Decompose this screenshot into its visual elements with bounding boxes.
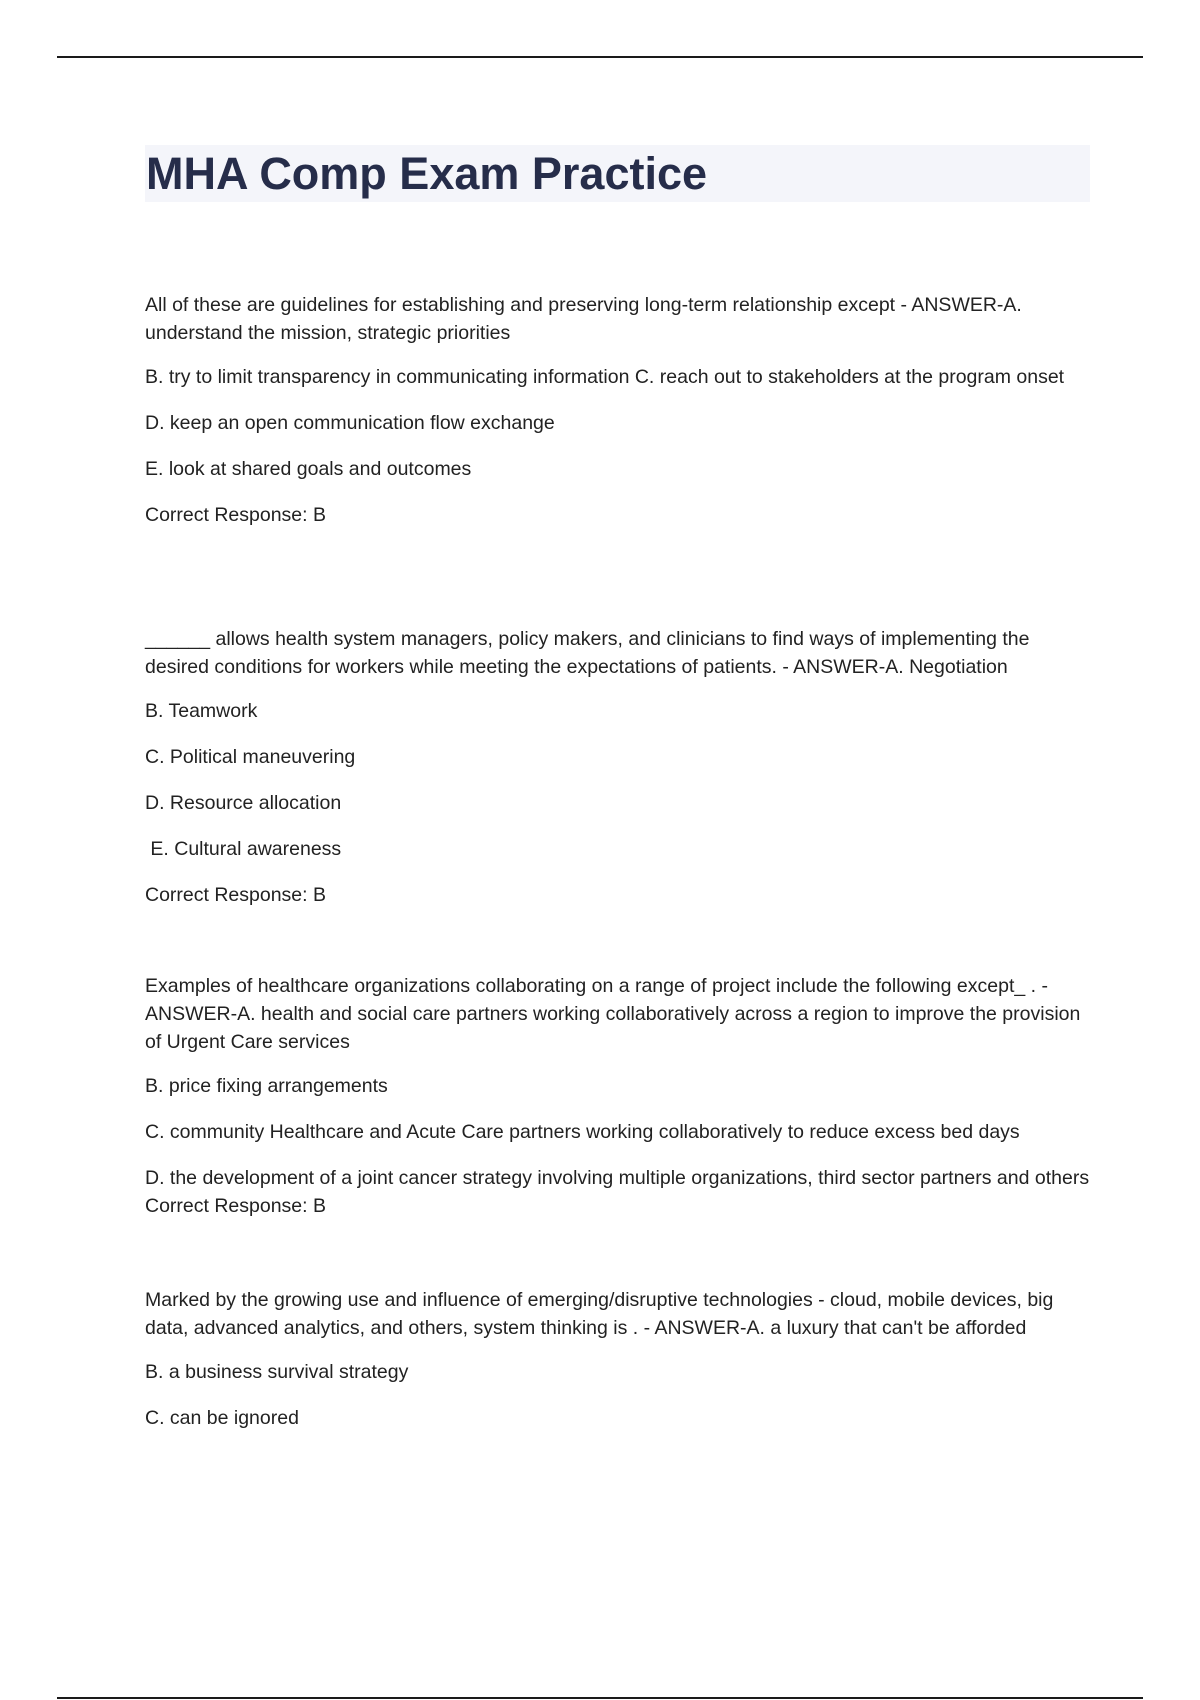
answer-option: D. Resource allocation (145, 792, 342, 814)
footer-rule (57, 1697, 1143, 1699)
header-rule (57, 56, 1143, 58)
answer-option: D. keep an open communication flow exchange (145, 412, 555, 434)
question-block-3 (145, 972, 1090, 1238)
answer-option: B. Teamwork (145, 700, 258, 722)
answer-option: B. a business survival strategy (145, 1361, 409, 1383)
question-stem: ______ allows health system managers, policy makers, and clinicians to find ways of implementing the desired conditions for workers while meeting the expectations of patients. - ANSWER-A. Negotiation (145, 628, 1030, 678)
question-block-2 (145, 625, 1090, 927)
question-stem: Marked by the growing use and influence of emerging/disruptive technologies - cloud, mobile devices, big data, advanced analytics, and others, system thinking is . - ANSWER-A. a luxury that can't be afforded (145, 1289, 1054, 1339)
page-title: MHA Comp Exam Practice (146, 148, 708, 199)
question-stem: Examples of healthcare organizations collaborating on a range of project include the following except_ . - ANSWER-A. health and social care partners working collaboratively across a region to improve the provision of Urgent Care services (145, 975, 1081, 1053)
correct-response: Correct Response: B (145, 504, 326, 526)
answer-option: E. Cultural awareness (145, 838, 342, 860)
answer-option: C. Political maneuvering (145, 746, 356, 768)
answer-option: D. the development of a joint cancer strategy involving multiple organizations, third sector partners and others Correct Response: B (145, 1167, 1090, 1217)
correct-response: Correct Response: B (145, 884, 326, 906)
answer-option: C. community Healthcare and Acute Care partners working collaboratively to reduce excess bed days (145, 1121, 1020, 1143)
answer-option: E. look at shared goals and outcomes (145, 458, 472, 480)
answer-option: C. can be ignored (145, 1407, 299, 1429)
answer-option: B. price fixing arrangements (145, 1075, 388, 1097)
answer-option: B. try to limit transparency in communicating information C. reach out to stakeholders at the program onset (145, 366, 1065, 388)
question-stem: All of these are guidelines for establishing and preserving long-term relationship except - ANSWER-A. understand the mission, strategic priorities (145, 294, 1022, 344)
question-block-1 (145, 291, 1090, 547)
question-block-4 (145, 1286, 1090, 1450)
